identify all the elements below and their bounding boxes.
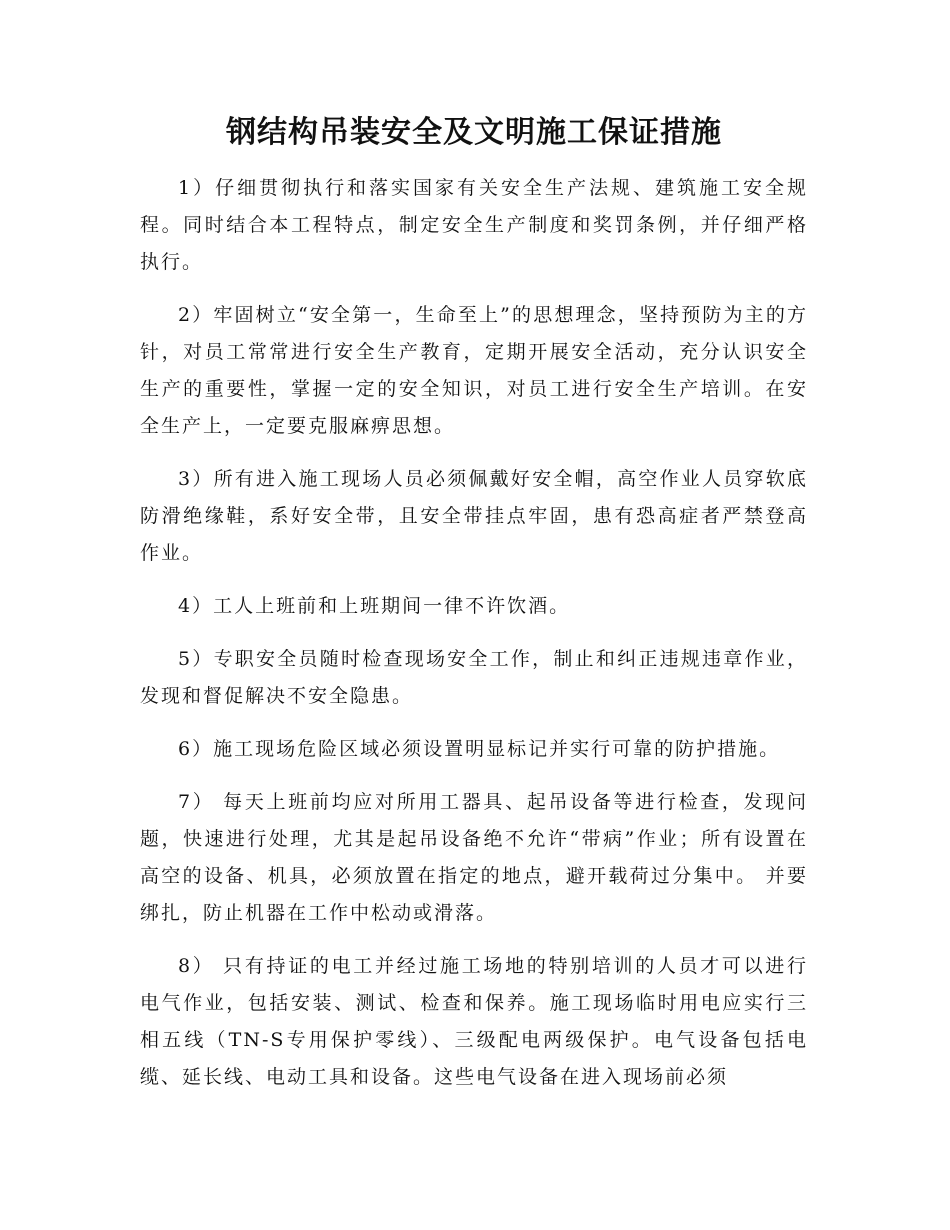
document-title: 钢结构吊装安全及文明施工保证措施 [226,115,722,150]
paragraph-8: 8） 只有持证的电工并经过施工场地的特别培训的人员才可以进行电气作业，包括安装、测试、检查和保养。施工现场临时用电应实行三相五线（TN-S专用保护零线）、三级配电两级保护。电气设备包括电缆、延长线、电动工具和设备。这些电气设备在进入现场前必须 [140,955,808,1088]
paragraph-6: 6）施工现场危险区域必须设置明显标记并实行可靠的防护措施。 [178,738,781,760]
document-page [140,108,808,1112]
paragraph-1: 1）仔细贯彻执行和落实国家有关安全生产法规、建筑施工安全规程。同时结合本工程特点，制定安全生产制度和奖罚条例，并仔细严格执行。 [140,177,808,273]
paragraph-4: 4）工人上班前和上班期间一律不许饮酒。 [178,595,571,617]
paragraph-3: 3）所有进入施工现场人员必须佩戴好安全帽，高空作业人员穿软底防滑绝缘鞋，系好安全带，且安全带挂点牢固，患有恐高症者严禁登高作业。 [140,468,808,564]
paragraph-2: 2）牢固树立“安全第一，生命至上”的思想理念，坚持预防为主的方针，对员工常常进行安全生产教育，定期开展安全活动，充分认识安全生产的重要性，掌握一定的安全知识，对员工进行安全生产培训。在安全生产上，一定要克服麻痹思想。 [140,304,808,437]
paragraph-5: 5）专职安全员随时检查现场安全工作，制止和纠正违规违章作业，发现和督促解决不安全隐患。 [140,648,808,707]
paragraph-7: 7） 每天上班前均应对所用工器具、起吊设备等进行检查，发现问题，快速进行处理，尤其是起吊设备绝不允许“带病”作业；所有设置在高空的设备、机具，必须放置在指定的地点，避开载荷过分集中。 并要绑扎，防止机器在工作中松动或滑落。 [140,791,808,924]
